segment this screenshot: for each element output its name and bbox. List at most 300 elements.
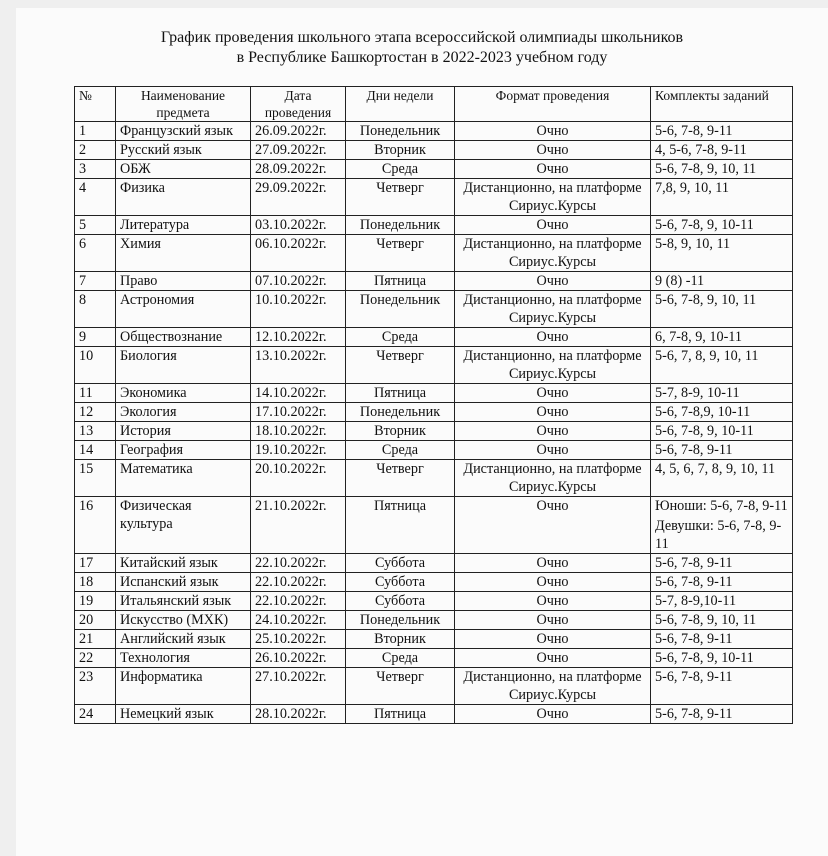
cell-num-text: 2 <box>79 142 87 158</box>
cell-day-text: Понедельник <box>359 217 441 233</box>
cell-format-text: Очно <box>536 142 569 158</box>
cell-sets <box>651 347 793 384</box>
cell-subject <box>116 441 251 460</box>
cell-date <box>251 649 346 668</box>
cell-num <box>75 122 116 141</box>
cell-subject <box>116 291 251 328</box>
cell-date <box>251 384 346 403</box>
cell-num <box>75 347 116 384</box>
cell-sets <box>651 160 793 179</box>
cell-sets-text: 5-7, 8-9, 10-11 <box>655 385 740 401</box>
cell-num-text: 6 <box>79 236 87 252</box>
cell-num-text: 19 <box>79 593 94 609</box>
cell-day-text: Четверг <box>376 669 424 685</box>
cell-sets <box>651 422 793 441</box>
cell-num <box>75 384 116 403</box>
cell-num <box>75 668 116 705</box>
cell-day <box>346 497 455 554</box>
cell-format <box>455 235 651 272</box>
cell-sets <box>651 460 793 497</box>
cell-format-text: Очно <box>536 442 569 458</box>
cell-num <box>75 141 116 160</box>
table-row <box>75 611 793 630</box>
cell-subject <box>116 328 251 347</box>
cell-date <box>251 705 346 724</box>
table-row <box>75 441 793 460</box>
cell-num <box>75 403 116 422</box>
cell-subject <box>116 573 251 592</box>
cell-day-text: Среда <box>381 329 419 345</box>
cell-date <box>251 347 346 384</box>
cell-subject-text: Немецкий язык <box>120 706 214 722</box>
cell-sets <box>651 497 793 554</box>
cell-subject <box>116 497 251 554</box>
cell-format <box>455 403 651 422</box>
document-title <box>16 28 828 68</box>
cell-day-text: Среда <box>381 442 419 458</box>
cell-num <box>75 216 116 235</box>
cell-subject <box>116 611 251 630</box>
cell-format <box>455 668 651 705</box>
cell-sets-text: 5-6, 7-8, 9, 10-11 <box>655 217 754 233</box>
cell-format <box>455 141 651 160</box>
cell-day-text: Четверг <box>376 236 424 252</box>
cell-sets-text: 5-6, 7-8, 9, 10-11 <box>655 423 754 439</box>
cell-day <box>346 216 455 235</box>
cell-day <box>346 611 455 630</box>
cell-sets <box>651 573 793 592</box>
header-sets: Комплекты заданий <box>651 87 793 122</box>
cell-format-text: Очно <box>536 217 569 233</box>
cell-format-text: Дистанционно, на платформе Сириус.Курсы <box>463 180 642 214</box>
cell-format <box>455 347 651 384</box>
cell-day <box>346 272 455 291</box>
cell-subject-text: Физическая культура <box>120 498 192 532</box>
cell-subject-text: Физика <box>120 180 165 196</box>
cell-subject-text: География <box>120 442 184 458</box>
cell-date <box>251 441 346 460</box>
cell-format <box>455 460 651 497</box>
table-row <box>75 497 793 554</box>
cell-format-text: Очно <box>536 650 569 666</box>
cell-day <box>346 668 455 705</box>
cell-subject <box>116 460 251 497</box>
cell-num-text: 12 <box>79 404 94 420</box>
title-line-1: График проведения школьного этапа всероссийской олимпиады школьников <box>160 29 684 46</box>
cell-date-text: 10.10.2022г. <box>255 292 327 308</box>
cell-num-text: 24 <box>79 706 94 722</box>
cell-format-text: Очно <box>536 555 569 571</box>
cell-num-text: 20 <box>79 612 94 628</box>
cell-sets <box>651 328 793 347</box>
cell-format-text: Дистанционно, на платформе Сириус.Курсы <box>463 348 642 382</box>
cell-num <box>75 705 116 724</box>
table-row <box>75 347 793 384</box>
cell-day-text: Понедельник <box>359 292 441 308</box>
cell-format-text: Очно <box>536 593 569 609</box>
cell-day-text: Среда <box>381 161 419 177</box>
cell-day <box>346 235 455 272</box>
cell-date-text: 22.10.2022г. <box>255 574 327 590</box>
cell-num-text: 13 <box>79 423 94 439</box>
cell-day <box>346 441 455 460</box>
cell-num <box>75 235 116 272</box>
cell-subject-text: Английский язык <box>120 631 226 647</box>
table-row <box>75 403 793 422</box>
cell-date-text: 28.09.2022г. <box>255 161 327 177</box>
table-row <box>75 384 793 403</box>
cell-date <box>251 179 346 216</box>
cell-date-text: 19.10.2022г. <box>255 442 327 458</box>
cell-subject <box>116 384 251 403</box>
header-day: Дни недели <box>346 87 455 122</box>
cell-sets <box>651 592 793 611</box>
cell-num <box>75 649 116 668</box>
cell-sets <box>651 384 793 403</box>
cell-num-text: 18 <box>79 574 94 590</box>
cell-subject-text: Литература <box>120 217 190 233</box>
cell-subject-text: Химия <box>120 236 161 252</box>
cell-date-text: 17.10.2022г. <box>255 404 327 420</box>
table-row <box>75 649 793 668</box>
cell-date <box>251 328 346 347</box>
cell-date-text: 27.10.2022г. <box>255 669 327 685</box>
cell-subject-text: Экономика <box>120 385 187 401</box>
cell-sets-girls-text: Девушки: 5-6, 7-8, 9-11 <box>655 518 782 552</box>
cell-num-text: 10 <box>79 348 94 364</box>
cell-date-text: 26.09.2022г. <box>255 123 327 139</box>
cell-date <box>251 235 346 272</box>
cell-date <box>251 630 346 649</box>
cell-subject-text: Экология <box>120 404 177 420</box>
cell-num-text: 17 <box>79 555 94 571</box>
header-date: Дата проведения <box>251 87 346 122</box>
cell-num-text: 8 <box>79 292 87 308</box>
cell-day-text: Суббота <box>374 574 426 590</box>
cell-num <box>75 328 116 347</box>
cell-sets <box>651 611 793 630</box>
cell-date-text: 28.10.2022г. <box>255 706 327 722</box>
cell-sets-text: 6, 7-8, 9, 10-11 <box>655 329 742 345</box>
cell-num-text: 16 <box>79 498 94 514</box>
cell-num <box>75 460 116 497</box>
cell-num <box>75 160 116 179</box>
cell-date-text: 24.10.2022г. <box>255 612 327 628</box>
cell-format <box>455 705 651 724</box>
cell-day <box>346 460 455 497</box>
cell-date <box>251 573 346 592</box>
cell-sets-text: 5-8, 9, 10, 11 <box>655 236 731 252</box>
cell-subject-text: Астрономия <box>120 292 195 308</box>
cell-date-text: 14.10.2022г. <box>255 385 327 401</box>
cell-date <box>251 160 346 179</box>
cell-sets <box>651 441 793 460</box>
cell-num-text: 14 <box>79 442 94 458</box>
cell-date-text: 22.10.2022г. <box>255 555 327 571</box>
cell-day-text: Понедельник <box>359 612 441 628</box>
header-format: Формат проведения <box>455 87 651 122</box>
cell-day-text: Вторник <box>374 423 426 439</box>
cell-day-text: Понедельник <box>359 404 441 420</box>
cell-num-text: 15 <box>79 461 94 477</box>
cell-subject <box>116 272 251 291</box>
cell-sets <box>651 179 793 216</box>
cell-sets-text: 5-6, 7-8, 9-11 <box>655 669 733 685</box>
cell-sets <box>651 272 793 291</box>
cell-format <box>455 611 651 630</box>
cell-day-text: Пятница <box>373 706 427 722</box>
cell-format <box>455 179 651 216</box>
cell-day-text: Суббота <box>374 555 426 571</box>
cell-format <box>455 160 651 179</box>
cell-day <box>346 554 455 573</box>
cell-sets-text: 5-6, 7-8, 9-11 <box>655 631 733 647</box>
cell-subject <box>116 122 251 141</box>
cell-format-text: Очно <box>536 574 569 590</box>
cell-date <box>251 497 346 554</box>
cell-format <box>455 122 651 141</box>
cell-num <box>75 497 116 554</box>
cell-date <box>251 422 346 441</box>
cell-sets-text: 5-6, 7-8, 9, 10-11 <box>655 650 754 666</box>
cell-day <box>346 179 455 216</box>
cell-subject <box>116 235 251 272</box>
cell-date-text: 25.10.2022г. <box>255 631 327 647</box>
cell-format-text: Очно <box>536 631 569 647</box>
cell-format <box>455 384 651 403</box>
cell-date <box>251 216 346 235</box>
cell-format <box>455 216 651 235</box>
cell-sets <box>651 235 793 272</box>
cell-day-text: Вторник <box>374 631 426 647</box>
table-row <box>75 160 793 179</box>
table-row <box>75 141 793 160</box>
cell-date <box>251 668 346 705</box>
cell-date-text: 26.10.2022г. <box>255 650 327 666</box>
table-row <box>75 328 793 347</box>
header-subject: Наименование предмета <box>116 87 251 122</box>
cell-sets <box>651 668 793 705</box>
cell-format-text: Дистанционно, на платформе Сириус.Курсы <box>463 669 642 703</box>
cell-format-text: Очно <box>536 706 569 722</box>
cell-num <box>75 422 116 441</box>
table-row <box>75 422 793 441</box>
cell-sets-text: 5-6, 7-8, 9, 10, 11 <box>655 292 757 308</box>
cell-format <box>455 291 651 328</box>
cell-day-text: Понедельник <box>359 123 441 139</box>
cell-day <box>346 573 455 592</box>
cell-subject <box>116 216 251 235</box>
cell-format <box>455 422 651 441</box>
cell-sets <box>651 122 793 141</box>
cell-sets-text: 4, 5-6, 7-8, 9-11 <box>655 142 747 158</box>
cell-format <box>455 592 651 611</box>
cell-sets-text: 5-6, 7-8, 9-11 <box>655 123 733 139</box>
table-row <box>75 573 793 592</box>
table-row <box>75 216 793 235</box>
cell-format-text: Очно <box>536 612 569 628</box>
cell-format <box>455 573 651 592</box>
cell-num <box>75 611 116 630</box>
cell-day <box>346 291 455 328</box>
cell-format <box>455 649 651 668</box>
cell-subject <box>116 554 251 573</box>
cell-date <box>251 122 346 141</box>
cell-date <box>251 554 346 573</box>
cell-subject-text: Математика <box>120 461 193 477</box>
cell-date-text: 22.10.2022г. <box>255 593 327 609</box>
cell-subject-text: Русский язык <box>120 142 202 158</box>
cell-format <box>455 328 651 347</box>
cell-num <box>75 573 116 592</box>
cell-day <box>346 328 455 347</box>
cell-format-text: Очно <box>536 273 569 289</box>
cell-sets-text: 5-6, 7, 8, 9, 10, 11 <box>655 348 759 364</box>
cell-format <box>455 441 651 460</box>
cell-day-text: Пятница <box>373 498 427 514</box>
cell-format-text: Очно <box>536 423 569 439</box>
document-page <box>16 8 828 856</box>
cell-day-text: Вторник <box>374 142 426 158</box>
cell-subject <box>116 160 251 179</box>
cell-day-text: Четверг <box>376 461 424 477</box>
cell-day-text: Среда <box>381 650 419 666</box>
cell-sets-text: 9 (8) -11 <box>655 273 705 289</box>
cell-subject-text: Испанский язык <box>120 574 219 590</box>
cell-subject <box>116 668 251 705</box>
cell-num-text: 7 <box>79 273 87 289</box>
cell-format <box>455 630 651 649</box>
cell-subject-text: Биология <box>120 348 177 364</box>
cell-sets-text: 5-6, 7-8, 9, 10, 11 <box>655 161 757 177</box>
cell-date-text: 07.10.2022г. <box>255 273 327 289</box>
cell-date-text: 06.10.2022г. <box>255 236 327 252</box>
table-row <box>75 554 793 573</box>
cell-num-text: 1 <box>79 123 87 139</box>
cell-sets-text: 7,8, 9, 10, 11 <box>655 180 729 196</box>
cell-format <box>455 554 651 573</box>
cell-subject <box>116 649 251 668</box>
cell-subject <box>116 141 251 160</box>
cell-subject-text: Итальянский язык <box>120 593 232 609</box>
cell-day <box>346 160 455 179</box>
cell-day <box>346 705 455 724</box>
title-line-2: в Республике Башкортостан в 2022-2023 учебном году <box>236 49 608 66</box>
cell-sets <box>651 141 793 160</box>
cell-subject <box>116 403 251 422</box>
table-header-row <box>75 87 793 122</box>
cell-sets <box>651 649 793 668</box>
cell-sets <box>651 403 793 422</box>
cell-date-text: 21.10.2022г. <box>255 498 327 514</box>
cell-format <box>455 272 651 291</box>
cell-format-text: Дистанционно, на платформе Сириус.Курсы <box>463 236 642 270</box>
cell-subject <box>116 347 251 384</box>
table-row <box>75 630 793 649</box>
cell-subject <box>116 705 251 724</box>
cell-sets-text: 5-6, 7-8, 9-11 <box>655 706 733 722</box>
cell-subject-text: ОБЖ <box>120 161 151 177</box>
cell-day-text: Пятница <box>373 273 427 289</box>
cell-sets <box>651 216 793 235</box>
cell-day <box>346 649 455 668</box>
cell-subject-text: Китайский язык <box>120 555 218 571</box>
cell-sets-text: 5-6, 7-8, 9, 10, 11 <box>655 612 757 628</box>
cell-day-text: Четверг <box>376 348 424 364</box>
cell-sets-text: 5-6, 7-8, 9-11 <box>655 555 733 571</box>
cell-day <box>346 347 455 384</box>
cell-sets-text: 5-6, 7-8,9, 10-11 <box>655 404 751 420</box>
table-row <box>75 592 793 611</box>
cell-day <box>346 122 455 141</box>
cell-date-text: 13.10.2022г. <box>255 348 327 364</box>
cell-subject-text: Право <box>120 273 158 289</box>
cell-date-text: 12.10.2022г. <box>255 329 327 345</box>
cell-day-text: Четверг <box>376 180 424 196</box>
cell-format-text: Очно <box>536 329 569 345</box>
cell-day <box>346 141 455 160</box>
cell-format-text: Дистанционно, на платформе Сириус.Курсы <box>463 292 642 326</box>
cell-format-text: Дистанционно, на платформе Сириус.Курсы <box>463 461 642 495</box>
cell-subject <box>116 592 251 611</box>
cell-format-text: Очно <box>536 498 569 514</box>
cell-date-text: 27.09.2022г. <box>255 142 327 158</box>
cell-num <box>75 630 116 649</box>
cell-format-text: Очно <box>536 161 569 177</box>
cell-sets <box>651 291 793 328</box>
cell-subject-text: Обществознание <box>120 329 223 345</box>
cell-sets-text: 4, 5, 6, 7, 8, 9, 10, 11 <box>655 461 776 477</box>
cell-date <box>251 592 346 611</box>
cell-num-text: 3 <box>79 161 87 177</box>
cell-date <box>251 291 346 328</box>
cell-format-text: Очно <box>536 123 569 139</box>
cell-subject <box>116 422 251 441</box>
cell-day <box>346 403 455 422</box>
cell-sets-text: Юноши: 5-6, 7-8, 9-11 <box>655 498 788 514</box>
table-row <box>75 668 793 705</box>
cell-num-text: 4 <box>79 180 87 196</box>
table-row <box>75 272 793 291</box>
table-row <box>75 291 793 328</box>
cell-sets <box>651 554 793 573</box>
table-row <box>75 179 793 216</box>
header-num: № <box>75 87 116 122</box>
cell-sets-text: 5-6, 7-8, 9-11 <box>655 574 733 590</box>
table-row <box>75 122 793 141</box>
table-row <box>75 705 793 724</box>
cell-format-text: Очно <box>536 385 569 401</box>
cell-format <box>455 497 651 554</box>
table-row <box>75 235 793 272</box>
cell-num-text: 11 <box>79 385 93 401</box>
cell-day <box>346 630 455 649</box>
table-row <box>75 460 793 497</box>
cell-num <box>75 441 116 460</box>
cell-num-text: 9 <box>79 329 87 345</box>
cell-day-text: Пятница <box>373 385 427 401</box>
cell-num <box>75 291 116 328</box>
schedule-table <box>74 86 793 724</box>
cell-sets-text: 5-6, 7-8, 9-11 <box>655 442 733 458</box>
cell-day <box>346 592 455 611</box>
cell-num <box>75 179 116 216</box>
cell-subject-text: Французский язык <box>120 123 233 139</box>
cell-num-text: 21 <box>79 631 94 647</box>
cell-date-text: 18.10.2022г. <box>255 423 327 439</box>
cell-sets-text: 5-7, 8-9,10-11 <box>655 593 737 609</box>
cell-date <box>251 272 346 291</box>
